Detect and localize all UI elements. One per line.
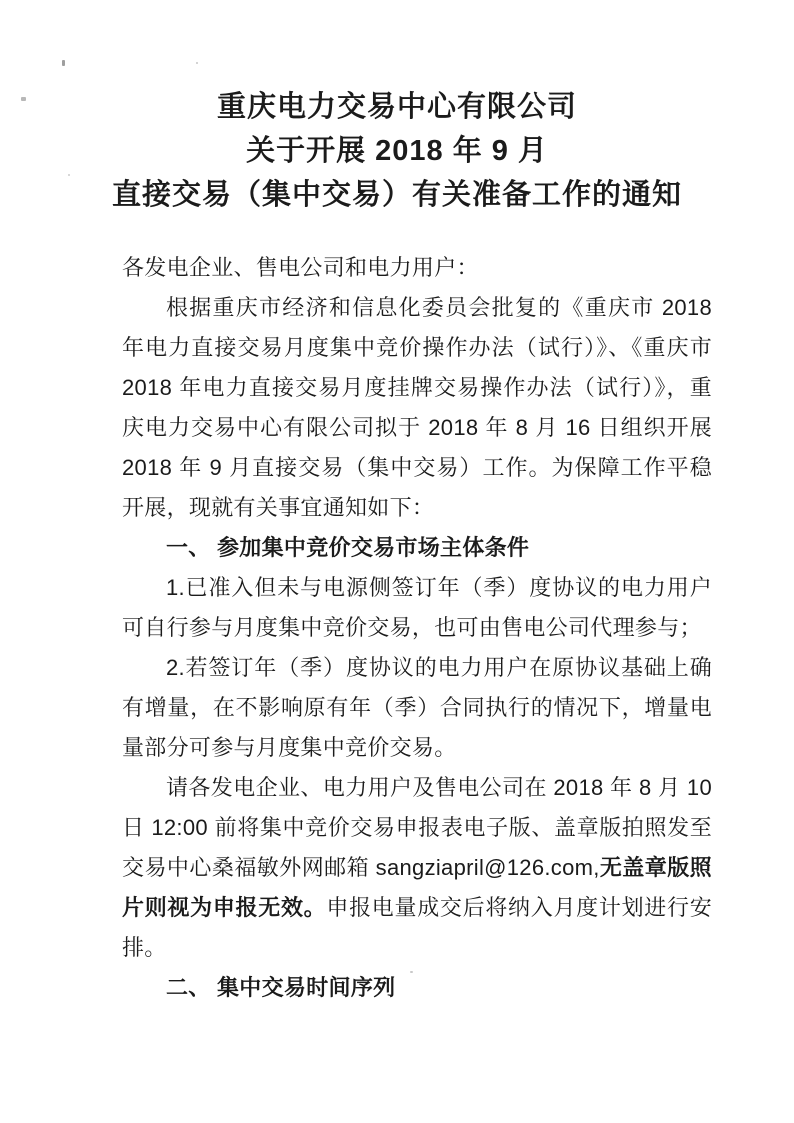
bold-text-run: 二、 集中交易时间序列 xyxy=(166,975,396,1000)
paragraph xyxy=(122,288,712,528)
paragraph xyxy=(122,768,712,968)
paragraph xyxy=(122,648,712,768)
bold-text-run: 无盖章版照片则视为申报无效。 xyxy=(122,855,712,920)
paragraph xyxy=(122,568,712,648)
scan-speck xyxy=(62,60,65,66)
bold-text-run: 一、 参加集中竞价交易市场主体条件 xyxy=(166,535,530,560)
title-line-subject: 直接交易（集中交易）有关准备工作的通知 xyxy=(111,179,682,211)
text-run: 2.若签订年（季）度协议的电力用户在原协议基础上确有增量，在不影响原有年（季）合同执行的情况下，增量电量部分可参与月度集中竞价交易。 xyxy=(122,655,712,760)
text-run: 请各发电企业、电力用户及售电公司在 2018 年 8 月 10 日 12:00 前将集中竞价交易申报表电子版、盖章版拍照发至交易中心桑福敏外网邮箱 sangziapril@126.com, xyxy=(122,775,712,880)
title-line-issuer: 重庆电力交易中心有限公司 xyxy=(216,91,577,123)
text-run: 1.已准入但未与电源侧签订年（季）度协议的电力用户可自行参与月度集中竞价交易，也可由售电公司代理参与； xyxy=(122,575,712,640)
section-heading xyxy=(122,968,712,1008)
text-run: 申报电量成交后将纳入月度计划进行安排。 xyxy=(122,895,712,960)
section-heading xyxy=(122,528,712,568)
text-run: 根据重庆市经济和信息化委员会批复的《重庆市 2018 年电力直接交易月度集中竞价操作办法（试行）》、《重庆市 2018 年电力直接交易月度挂牌交易操作办法（试行）》，重庆电力交易中心有限公司拟于 2018 年 8 月 16 日组织开展 2018 年 9 月直接交易（集中交易）工作。为保障工作平稳开展，现就有关事宜通知如下： xyxy=(122,295,712,520)
scan-speck xyxy=(196,62,198,64)
document-body xyxy=(122,248,712,1008)
text-run: 各发电企业、售电公司和电力用户： xyxy=(122,255,479,280)
paragraph xyxy=(122,248,712,288)
document-title xyxy=(0,85,794,217)
title-line-date: 关于开展 2018 年 9 月 xyxy=(246,135,548,167)
